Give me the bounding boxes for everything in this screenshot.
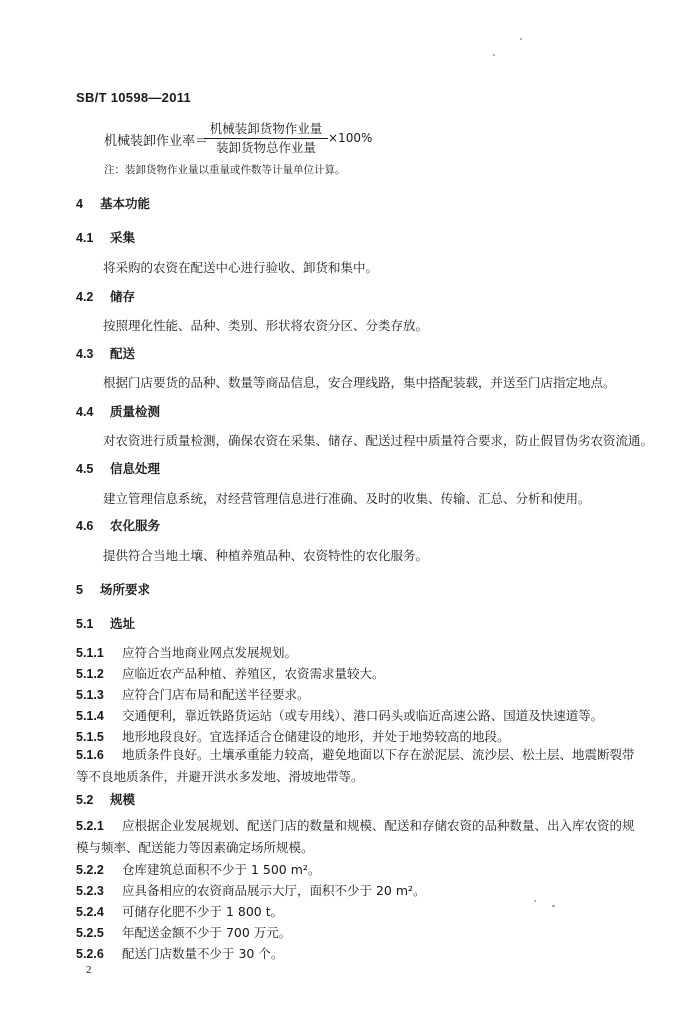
paragraph-4-6: 提供符合当地土壤、种植养殖品种、农资特性的农化服务。 bbox=[103, 548, 429, 563]
clause-5-1-5 bbox=[76, 727, 510, 745]
subsection-heading-4-3 bbox=[76, 344, 135, 362]
clause-5-1-2 bbox=[76, 664, 385, 682]
clause-5-2-6 bbox=[76, 944, 283, 962]
scan-speck bbox=[534, 900, 536, 902]
scan-speck bbox=[493, 54, 495, 56]
clause-number: 5.1.3 bbox=[76, 688, 104, 702]
clause-text: 地形地段良好。宜选择适合仓储建设的地形，并处于地势较高的地段。 bbox=[122, 729, 510, 744]
clause-text: 配送门店数量不少于 30 个。 bbox=[122, 946, 284, 961]
section-heading-5 bbox=[76, 580, 150, 598]
clause-5-2-2 bbox=[76, 860, 320, 878]
subsection-heading-4-1 bbox=[76, 228, 135, 246]
clause-number: 5.1.6 bbox=[76, 748, 104, 762]
subsection-title: 规模 bbox=[110, 792, 136, 807]
clause-text: 年配送金额不少于 700 万元。 bbox=[122, 925, 292, 940]
clause-5-1-4 bbox=[76, 706, 603, 724]
subsection-heading-4-4 bbox=[76, 402, 160, 420]
clause-text: 应符合当地商业网点发展规划。 bbox=[122, 645, 298, 660]
subsection-number: 4.6 bbox=[76, 519, 94, 533]
formula-factor: ×100% bbox=[328, 131, 373, 145]
subsection-number: 4.2 bbox=[76, 290, 94, 304]
subsection-heading-5-2 bbox=[76, 790, 135, 808]
clause-text: 应具备相应的农资商品展示大厅，面积不少于 20 m²。 bbox=[122, 883, 426, 898]
subsection-title: 配送 bbox=[110, 346, 136, 361]
subsection-number: 4.3 bbox=[76, 347, 94, 361]
clause-5-2-1 bbox=[76, 815, 636, 859]
clause-text: 应根据企业发展规划、配送门店的数量和规模、配送和存储农资的品种数量、出入库农资的规模与频率、配送能力等因素确定场所规模。 bbox=[76, 818, 635, 855]
subsection-number: 4.5 bbox=[76, 462, 94, 476]
subsection-number: 4.4 bbox=[76, 405, 94, 419]
subsection-heading-4-6 bbox=[76, 516, 160, 534]
formula bbox=[104, 121, 404, 155]
clause-5-2-5 bbox=[76, 923, 291, 941]
scan-speck bbox=[552, 905, 555, 907]
section-title: 场所要求 bbox=[100, 582, 151, 597]
subsection-number: 5.1 bbox=[76, 617, 94, 631]
clause-text: 地质条件良好。土壤承重能力较高，避免地面以下存在淤泥层、流沙层、松土层、地震断裂带等不良地质条件，并避开洪水多发地、滑坡地带等。 bbox=[76, 747, 635, 784]
paragraph-4-3: 根据门店要货的品种、数量等商品信息，安合理线路，集中搭配装载，并送至门店指定地点。 bbox=[103, 375, 616, 390]
formula-lhs: 机械装卸作业率＝ bbox=[104, 134, 209, 149]
clause-number: 5.2.2 bbox=[76, 863, 104, 877]
section-number: 4 bbox=[76, 197, 83, 211]
clause-5-1-6 bbox=[76, 744, 636, 788]
formula-note: 注：装卸货物作业量以重量或件数等计量单位计算。 bbox=[104, 164, 346, 176]
clause-text: 应符合门店布局和配送半径要求。 bbox=[122, 687, 310, 702]
clause-number: 5.2.1 bbox=[76, 819, 104, 833]
clause-5-2-4 bbox=[76, 902, 283, 920]
formula-numerator: 机械装卸货物作业量 bbox=[204, 121, 328, 139]
paragraph-4-5: 建立管理信息系统，对经营管理信息进行准确、及时的收集、传输、汇总、分析和使用。 bbox=[103, 491, 591, 506]
clause-number: 5.1.5 bbox=[76, 730, 104, 744]
subsection-heading-4-5 bbox=[76, 459, 160, 477]
clause-5-2-3 bbox=[76, 881, 426, 899]
subsection-title: 采集 bbox=[110, 230, 136, 245]
paragraph-4-2: 按照理化性能、品种、类别、形状将农资分区、分类存放。 bbox=[103, 318, 429, 333]
clause-text: 应临近农产品种植、养殖区，农资需求量较大。 bbox=[122, 666, 385, 681]
subsection-title: 选址 bbox=[110, 616, 136, 631]
page-number: 2 bbox=[86, 964, 92, 976]
clause-number: 5.1.1 bbox=[76, 646, 104, 660]
paragraph-4-1: 将采购的农资在配送中心进行验收、卸货和集中。 bbox=[103, 260, 379, 275]
clause-number: 5.2.5 bbox=[76, 926, 104, 940]
clause-number: 5.2.6 bbox=[76, 947, 104, 961]
paragraph-4-4: 对农资进行质量检测，确保农资在采集、储存、配送过程中质量符合要求，防止假冒伪劣农资流通。 bbox=[103, 433, 654, 448]
clause-number: 5.2.4 bbox=[76, 905, 104, 919]
subsection-heading-4-2 bbox=[76, 287, 135, 305]
clause-text: 仓库建筑总面积不少于 1 500 m²。 bbox=[122, 862, 321, 877]
section-number: 5 bbox=[76, 583, 83, 597]
clause-number: 5.2.3 bbox=[76, 884, 104, 898]
subsection-title: 储存 bbox=[110, 289, 136, 304]
clause-5-1-1 bbox=[76, 643, 297, 661]
subsection-number: 4.1 bbox=[76, 231, 94, 245]
clause-text: 可储存化肥不少于 1 800 t。 bbox=[122, 904, 284, 919]
formula-denominator: 装卸货物总作业量 bbox=[215, 140, 316, 155]
section-title: 基本功能 bbox=[100, 196, 151, 211]
formula-fraction bbox=[204, 121, 328, 156]
clause-number: 5.1.2 bbox=[76, 667, 104, 681]
clause-number: 5.1.4 bbox=[76, 709, 104, 723]
subsection-title: 信息处理 bbox=[110, 461, 161, 476]
subsection-heading-5-1 bbox=[76, 614, 135, 632]
section-heading-4 bbox=[76, 194, 150, 212]
scan-speck bbox=[520, 38, 522, 40]
clause-text: 交通便利，靠近铁路货运站（或专用线）、港口码头或临近高速公路、国道及快速道等。 bbox=[122, 708, 604, 723]
subsection-title: 农化服务 bbox=[110, 518, 161, 533]
clause-5-1-3 bbox=[76, 685, 310, 703]
subsection-number: 5.2 bbox=[76, 793, 94, 807]
standard-id: SB/T 10598—2011 bbox=[76, 90, 192, 105]
subsection-title: 质量检测 bbox=[110, 404, 161, 419]
